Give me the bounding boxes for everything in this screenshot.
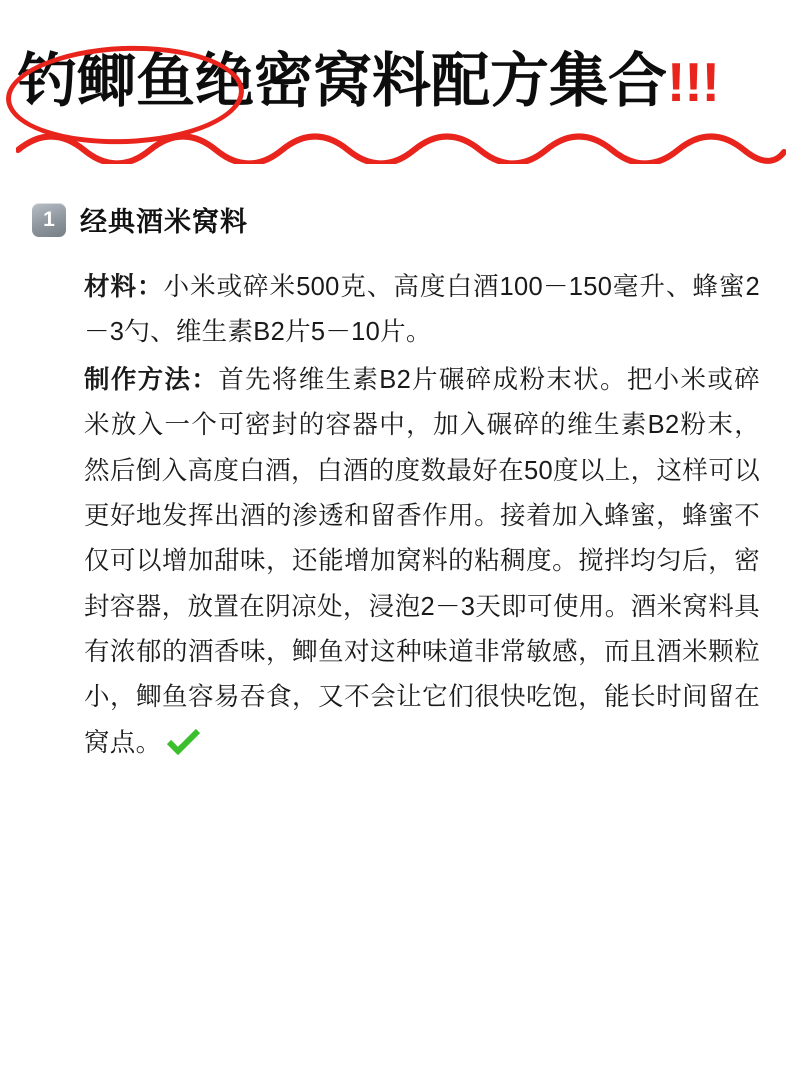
red-wavy-underline (16, 130, 786, 164)
green-check-icon (167, 725, 201, 770)
materials-label: 材料： (84, 273, 164, 301)
method-paragraph (84, 358, 760, 770)
page-title (18, 48, 782, 114)
title-block (0, 0, 800, 140)
section-title: 经典酒米窝料 (80, 207, 248, 237)
section-number-badge: 1 (32, 203, 66, 237)
title-exclamation: !!! (667, 51, 719, 113)
title-rest-text: 绝密窝料配方集合 (195, 48, 668, 114)
section-header (32, 200, 760, 239)
method-text: 首先将维生素B2片碾碎成粉末状。把小米或碎米放入一个可密封的容器中，加入碾碎的维生素B2粉末，然后倒入高度白酒，白酒的度数最好在50度以上，这样可以更好地发挥出酒的渗透和留香作用。接着加入蜂蜜，蜂蜜不仅可以增加甜味，还能增加窝料的粘稠度。搅拌均匀后，密封容器，放置在阴凉处，浸泡2－3天即可使用。酒米窝料具有浓郁的酒香味，鲫鱼对这种味道非常敏感，而且酒米颗粒小，鲫鱼容易吞食，又不会让它们很快吃饱，能长时间留在窝点。 (84, 365, 760, 757)
recipe-section-1 (0, 140, 800, 770)
materials-paragraph (84, 265, 760, 356)
method-label: 制作方法： (84, 365, 219, 394)
title-circled-text: 钓鲫鱼 (18, 48, 196, 114)
materials-text: 小米或碎米500克、高度白酒100－150毫升、蜂蜜2－3勺、维生素B2片5－10片。 (84, 273, 761, 347)
